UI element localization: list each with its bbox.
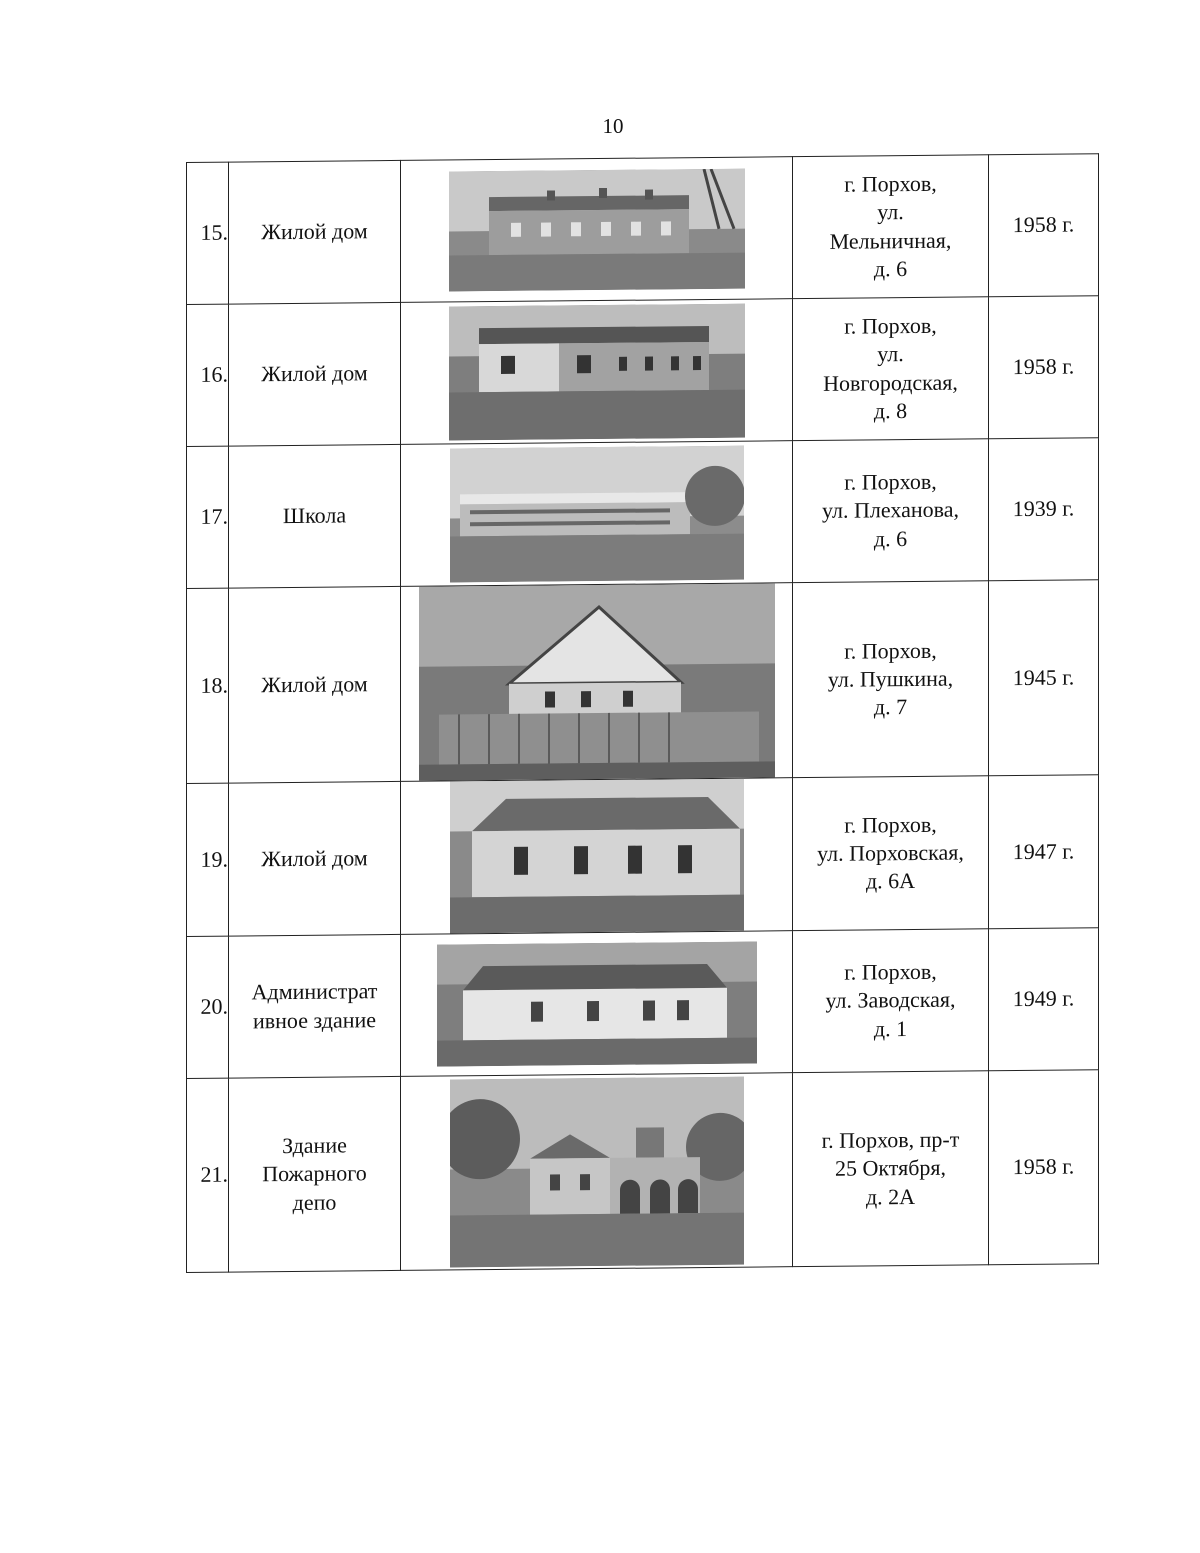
- object-photo: [401, 299, 793, 445]
- monuments-table-wrap: [186, 153, 1098, 1273]
- row-number: 17.: [187, 446, 229, 588]
- object-address: г. Порхов, ул. Плеханова, д. 6: [793, 439, 989, 583]
- object-name-line-2: ивное здание: [252, 1006, 377, 1033]
- row-number: 16.: [187, 304, 229, 446]
- object-name: Жилой дом: [229, 302, 401, 446]
- object-name: Школа: [229, 444, 401, 588]
- object-name-line-1: Администрат: [251, 978, 378, 1005]
- object-photo: [401, 1073, 793, 1271]
- object-photo: [401, 157, 793, 303]
- school-photo: [450, 445, 744, 582]
- two-storey-house-photo: [449, 168, 745, 291]
- gable-house-photo: [419, 583, 775, 780]
- object-year: 1947 г.: [989, 775, 1099, 929]
- object-name: Жилой дом: [229, 781, 401, 936]
- object-year: 1958 г.: [989, 1070, 1099, 1265]
- object-address: г. Порхов, ул. Порховская, д. 6А: [793, 776, 989, 931]
- object-address: г. Порхов, пр-т 25 Октября, д. 2А: [793, 1071, 989, 1267]
- object-name: Жилой дом: [229, 160, 401, 304]
- table-row: [187, 296, 1099, 447]
- hip-roof-house-photo: [450, 779, 744, 934]
- object-name: Здание Пожарного депо: [229, 1076, 401, 1272]
- page-number: 10: [602, 114, 624, 138]
- row-number: 20.: [187, 936, 229, 1078]
- table-row: [187, 1070, 1099, 1273]
- table-row: [187, 438, 1099, 589]
- monuments-table: [186, 153, 1099, 1273]
- table-row: [187, 928, 1099, 1079]
- object-photo: [401, 441, 793, 587]
- object-year: 1949 г.: [989, 928, 1099, 1071]
- object-photo: [401, 778, 793, 935]
- object-name: Жилой дом: [229, 586, 401, 783]
- row-number: 18.: [187, 588, 229, 783]
- object-address: г. Порхов, ул. Мельничная, д. 6: [793, 155, 989, 299]
- object-address: г. Порхов, ул. Новгородская, д. 8: [793, 297, 989, 441]
- object-photo: [401, 931, 793, 1077]
- object-address: г. Порхов, ул. Пушкина, д. 7: [793, 581, 989, 778]
- object-address: г. Порхов, ул. Заводская, д. 1: [793, 929, 989, 1073]
- object-photo: [401, 583, 793, 782]
- object-name: [229, 934, 401, 1078]
- table-row: [187, 580, 1099, 784]
- object-year: 1958 г.: [989, 296, 1099, 439]
- fire-station-photo: [450, 1076, 744, 1267]
- row-number: 19.: [187, 783, 229, 936]
- long-house-photo: [449, 303, 745, 440]
- row-number: 21.: [187, 1078, 229, 1272]
- row-number: 15.: [187, 162, 229, 304]
- table-row: [187, 775, 1099, 937]
- table-row: [187, 154, 1099, 305]
- object-year: 1945 г.: [989, 580, 1099, 776]
- admin-building-photo: [437, 941, 757, 1066]
- object-year: 1958 г.: [989, 154, 1099, 297]
- object-year: 1939 г.: [989, 438, 1099, 581]
